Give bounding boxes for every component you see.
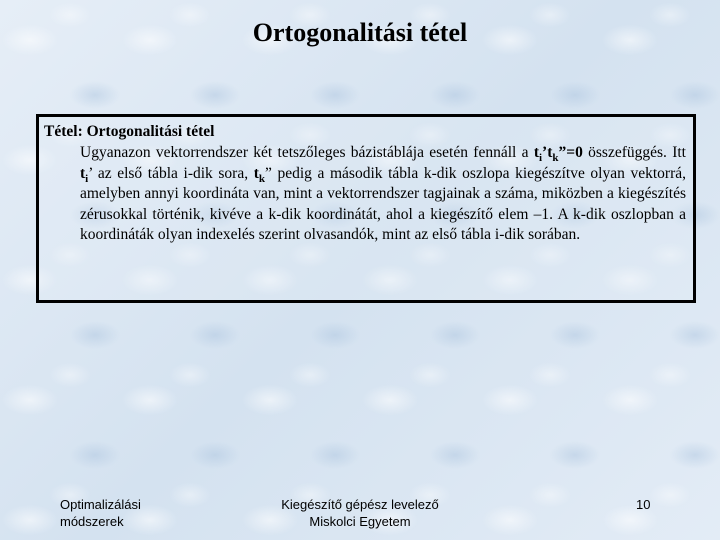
footer-course [60,496,141,530]
formula-tk [253,164,265,185]
theorem-heading: Tétel: Ortogonalitási tétel [44,123,215,140]
formula-sub-k: k [552,152,559,165]
footer-course-line-2: módszerek [60,514,124,529]
theorem-text-1: Ugyanazon vektorrendszer két tetszőleges bázistáblája esetén fennáll a [80,144,534,161]
page-number: 10 [636,497,651,512]
formula-end: ”=0 [558,144,583,161]
formula-mid: ’t [542,144,553,161]
theorem-paragraph [80,143,686,246]
formula-ti-tk [533,144,583,165]
theorem-text-2: összefüggés. Itt [582,144,686,161]
footer-course-line-1: Optimalizálási [60,497,141,512]
footer-institution-line-2: Miskolci Egyetem [309,514,411,529]
theorem-box [36,114,696,303]
formula-ti [80,164,89,185]
theorem-text-4: ” pedig a második tábla k-dik oszlopa kiegészítve olyan vektorrá, amelyben annyi koordináta van, mint a vektorrendszer tagjainak a száma, miközben a kiegészítés zérusokkal történik, kivéve a k-dik koordinátát, ahol a kiegészítő elem –1. A k-dik oszlopban a koordináták olyan indexelés szerint olvasandók, mint az első tábla i-dik sorában. [80,164,686,243]
footer-institution [270,496,450,530]
formula-sub-i: i [538,152,543,165]
formula-sub-k: k [258,172,265,185]
slide-title: Ortogonalitási tétel [252,18,468,47]
formula-t: t [533,144,539,161]
formula-t: t [253,164,259,182]
theorem-text-3: ’ az első tábla i-dik sora, [88,164,254,182]
theorem-body [80,143,686,246]
formula-t: t [80,164,86,182]
footer-institution-line-1: Kiegészítő gépész levelező [281,497,439,512]
formula-sub-i: i [85,172,89,185]
